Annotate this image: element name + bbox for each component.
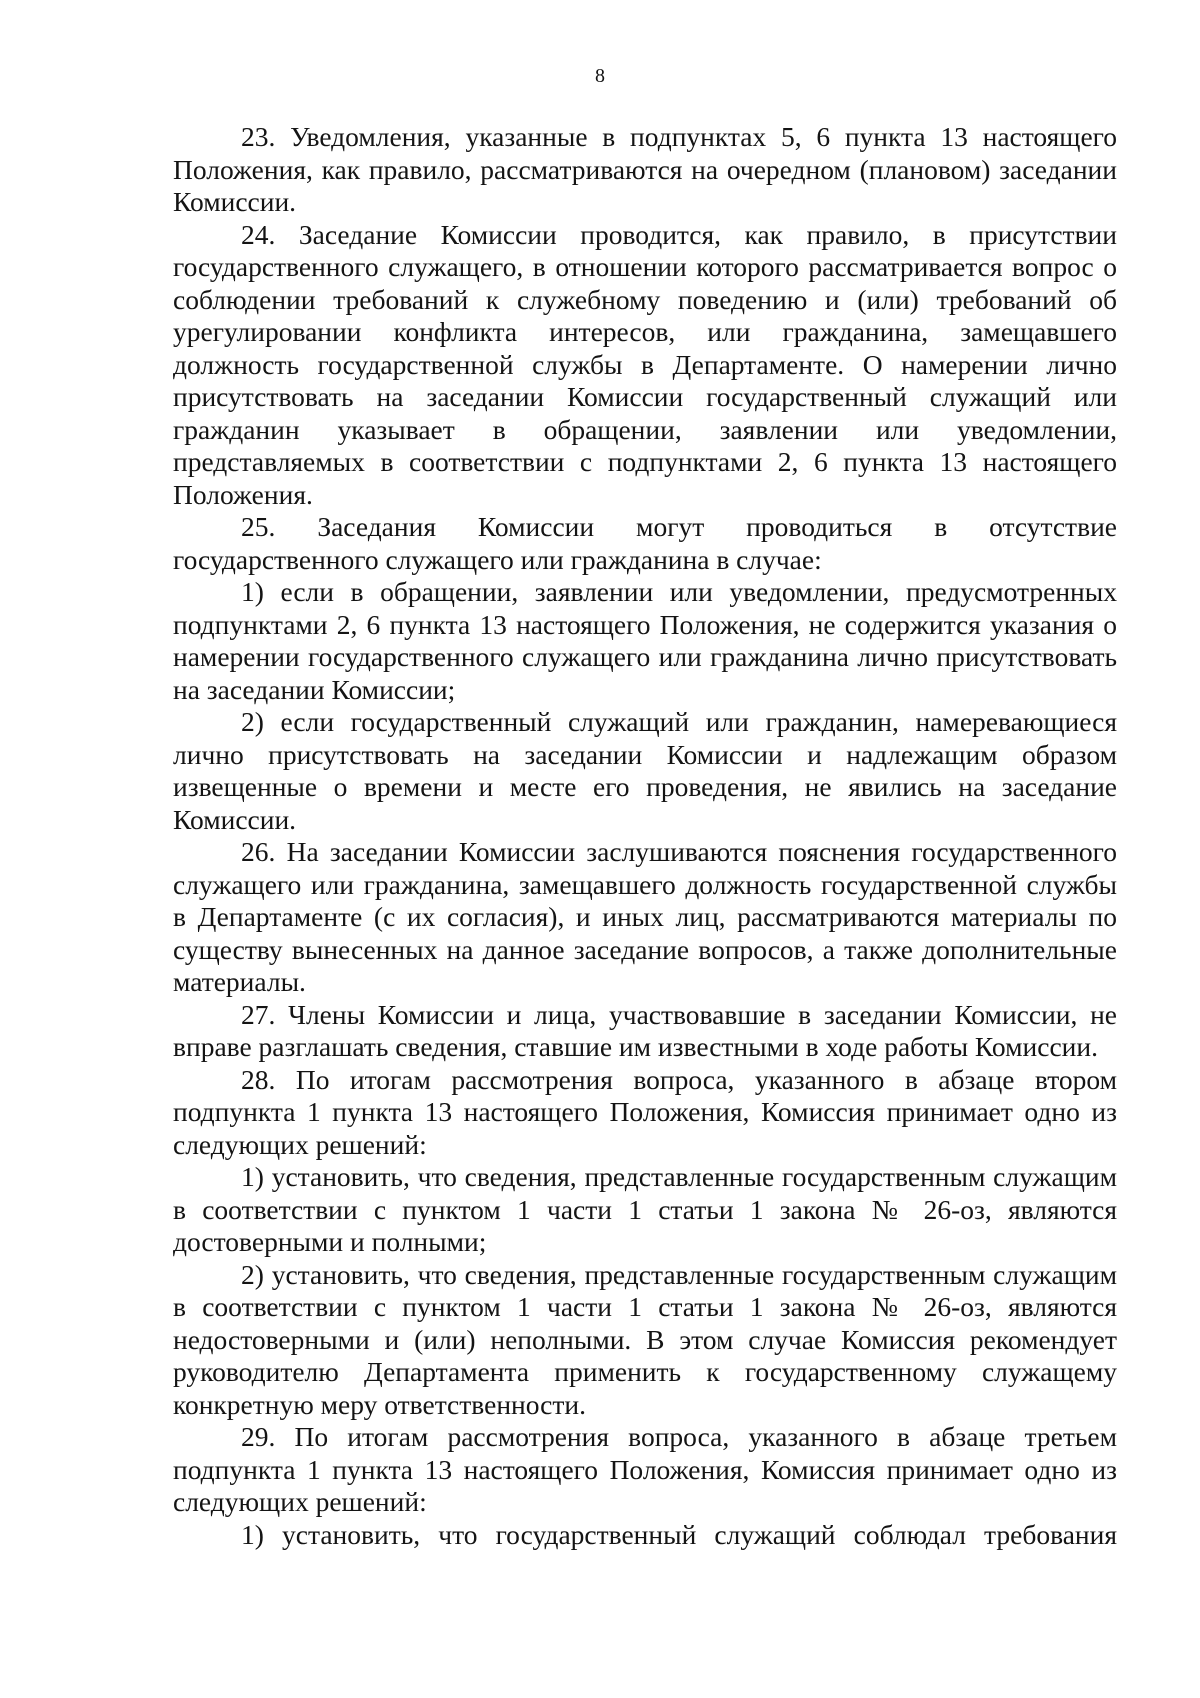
paragraph-25: 25. Заседания Комиссии могут проводиться в отсутствие государственного служащего или гражданина в случае: [173, 511, 1117, 575]
paragraph-28: 28. По итогам рассмотрения вопроса, указанного в абзаце втором подпункта 1 пункта 13 настоящего Положения, Комиссия принимает одно из следующих решений: [173, 1063, 1117, 1160]
paragraph-25-item-2: 2) если государственный служащий или гражданин, намеревающиеся лично присутствовать на заседании Комиссии и надлежащим образом извещенные о времени и месте его проведения, не явились на заседание Комиссии. [173, 706, 1117, 835]
document-body [173, 121, 1117, 1551]
page-number: 8 [595, 65, 605, 87]
paragraph-26: 26. На заседании Комиссии заслушиваются пояснения государственного служащего или гражданина, замещавшего должность государственной службы в Департаменте (с их согласия), и иных лиц, рассматриваются материалы по существу вынесенных на данное заседание вопросов, а также дополнительные материалы. [173, 836, 1117, 997]
paragraph-27: 27. Члены Комиссии и лица, участвовавшие в заседании Комиссии, не вправе разглашать сведения, ставшие им известными в ходе работы Комиссии. [173, 998, 1117, 1062]
paragraph-28-item-1: 1) установить, что сведения, представленные государственным служащим в соответствии с пунктом 1 части 1 статьи 1 закона № 26-оз, являются достоверными и полными; [173, 1161, 1117, 1257]
paragraph-29-item-1: 1) установить, что государственный служащий соблюдал требования [241, 1518, 1117, 1550]
paragraph-25-item-1: 1) если в обращении, заявлении или уведомлении, предусмотренных подпунктами 2, 6 пункта 13 настоящего Положения, не содержится указания о намерении государственного служащего или гражданина лично присутствовать на заседании Комиссии; [173, 576, 1117, 705]
paragraph-24: 24. Заседание Комиссии проводится, как правило, в присутствии государственного служащего, в отношении которого рассматривается вопрос о соблюдении требований к служебному поведению и (или) требований об урегулировании конфликта интересов, или гражданина, замещавшего должность государственной службы в Департаменте. О намерении лично присутствовать на заседании Комиссии государственный служащий или гражданин указывает в обращении, заявлении или уведомлении, представляемых в соответствии с подпунктами 2, 6 пункта 13 настоящего Положения. [173, 218, 1117, 510]
paragraph-29: 29. По итогам рассмотрения вопроса, указанного в абзаце третьем подпункта 1 пункта 13 настоящего Положения, Комиссия принимает одно из следующих решений: [173, 1421, 1117, 1517]
paragraph-28-item-2: 2) установить, что сведения, представленные государственным служащим в соответствии с пунктом 1 части 1 статьи 1 закона № 26-оз, являются недостоверными и (или) неполными. В этом случае Комиссия рекомендует руководителю Департамента применить к государственному служащему конкретную меру ответственности. [173, 1258, 1117, 1420]
paragraph-23: 23. Уведомления, указанные в подпунктах 5, 6 пункта 13 настоящего Положения, как правило, рассматриваются на очередном (плановом) заседании Комиссии. [173, 121, 1117, 217]
